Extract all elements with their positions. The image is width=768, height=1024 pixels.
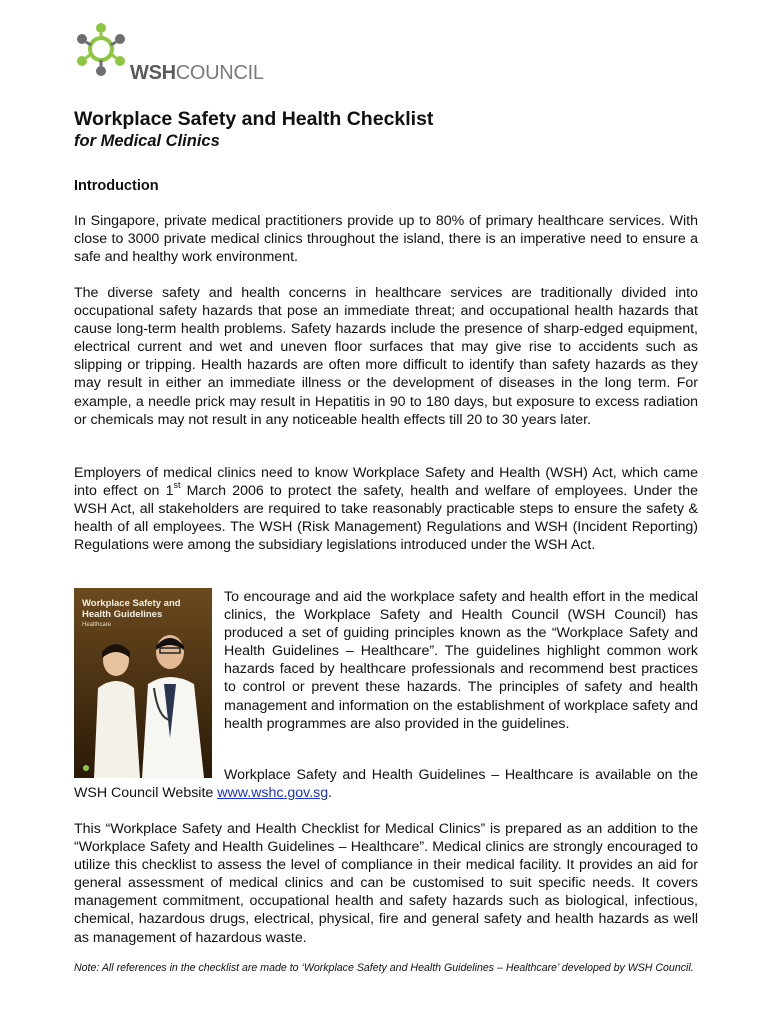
paragraph-3-part-b: March 2006 to protect the safety, health and welfare of employees. Under the WSH Act, all stakeholders are required to take reasonably practicable steps to ensure the safety & health of all employees. The WSH (Risk Management) Regulations and WSH (Incident Reporting) Regulations were among the subsidiary legislations introduced under the WSH Act.: [74, 483, 698, 554]
paragraph-5-text: Workplace Safety and Health Guidelines – Healthcare is available on the WSH Council Website: [74, 767, 698, 802]
logo-council-text: COUNCIL: [175, 62, 264, 84]
paragraph-3: [74, 464, 698, 554]
paragraph-5: [74, 766, 698, 802]
introduction-heading: Introduction: [74, 178, 159, 194]
paragraph-4: To encourage and aid the workplace safety and health effort in the medical clinics, the Workplace Safety and Health Council (WSH Council) has produced a set of guiding principles known as the “Workplace Safety and Health Guidelines – Healthcare”. The guidelines highlight common work hazards faced by healthcare professionals and recommend best practices to control or prevent these hazards. The principles of safety and health management and information on the establishment of workplace safety and health programmes are also provided in the guidelines.: [224, 589, 698, 732]
document-title: Workplace Safety and Health Checklist: [74, 108, 434, 130]
wshc-website-link[interactable]: www.wshc.gov.sg: [217, 785, 329, 802]
ordinal-superscript: st: [173, 480, 181, 491]
logo-wsh-text: WSH: [130, 62, 176, 84]
paragraph-5-end: .: [328, 785, 333, 802]
paragraph-2: The diverse safety and health concerns in healthcare services are traditionally divided into occupational safety hazards that pose an immediate threat; and occupational health hazards that cause long-term health problems. Safety hazards include the presence of sharp-edged equipment, electrical current and wet and uneven floor surfaces that may give rise to accidents such as slipping or tripping. Health hazards are often more difficult to identify than safety hazards as they may result in either an immediate illness or the development of diseases in the long term. For example, a needle prick may result in Hepatitis in 90 to 180 days, but exposure to excess radiation or chemicals may not result in any noticeable health effects till 20 to 30 years later.: [74, 285, 698, 428]
wsh-council-logo: [74, 22, 264, 92]
guidelines-cover-image: [74, 588, 212, 778]
paragraph-6: This “Workplace Safety and Health Checklist for Medical Clinics” is prepared as an addition to the “Workplace Safety and Health Guidelines – Healthcare”. Medical clinics are strongly encouraged to utilize this checklist to assess the level of compliance in their medical facility. It provides an aid for general assessment of medical clinics and can be customised to suit specific needs. It covers management commitment, occupational health and safety hazards such as biological, infectious, chemical, hazardous drugs, electrical, physical, fire and general safety and health hazards as well as management of hazardous waste.: [74, 821, 698, 946]
document-subtitle: for Medical Clinics: [74, 132, 220, 150]
paragraph-1: In Singapore, private medical practitioners provide up to 80% of primary healthcare services. With close to 3000 private medical clinics throughout the island, there is an imperative need to ensure a safe and healthy work environment.: [74, 213, 698, 266]
logo-wordmark: [130, 62, 264, 85]
wsh-logo-mark-icon: [74, 22, 134, 82]
cover-title: Workplace Safety and Health Guidelines: [82, 598, 181, 620]
footnote: Note: All references in the checklist are made to ‘Workplace Safety and Health Guidelines – Healthcare’ developed by WSH Council.: [74, 962, 694, 974]
paragraph-3-part-a: Employers of medical clinics need to know Workplace Safety and Health (WSH) Act, which came into effect on 1: [74, 465, 698, 500]
cover-subtitle: Healthcare: [82, 622, 112, 628]
